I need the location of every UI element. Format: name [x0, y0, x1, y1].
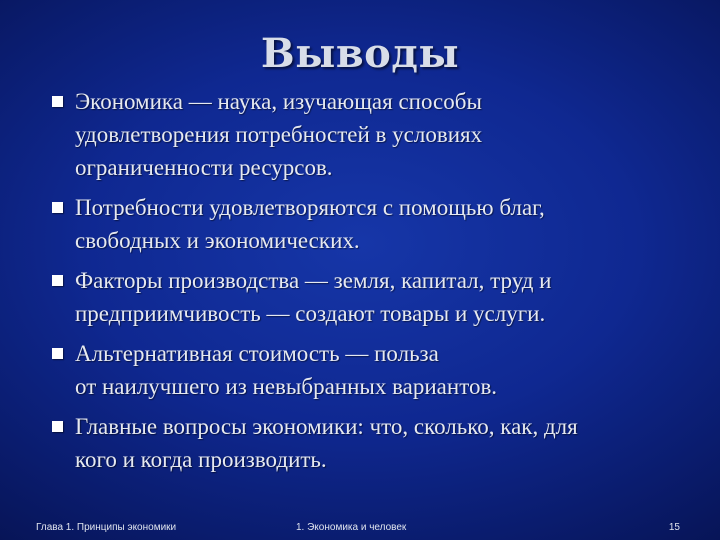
square-bullet-icon	[52, 202, 63, 213]
square-bullet-icon	[52, 275, 63, 286]
bullet-item	[50, 191, 690, 257]
bullet-list	[50, 85, 690, 483]
square-bullet-icon	[52, 421, 63, 432]
footer-chapter: Глава 1. Принципы экономики	[36, 522, 177, 533]
square-bullet-icon	[52, 348, 63, 359]
bullet-item	[50, 85, 690, 184]
bullet-line: предприимчивость — создают товары и услуги.	[75, 301, 546, 326]
bullet-item	[50, 264, 690, 330]
bullet-line: удовлетворения потребностей в условиях	[75, 122, 483, 147]
bullet-line: кого и когда производить.	[75, 447, 327, 472]
bullet-line: Факторы производства — земля, капитал, труд и	[75, 268, 552, 293]
bullet-line: Потребности удовлетворяются с помощью благ,	[75, 195, 545, 220]
page-number: 15	[668, 522, 680, 533]
footer-section: 1. Экономика и человек	[296, 522, 407, 533]
bullet-line: Экономика — наука, изучающая способы	[75, 89, 482, 114]
bullet-item	[50, 337, 690, 403]
bullet-line: ограниченности ресурсов.	[75, 155, 333, 180]
bullet-line: Альтернативная стоимость — польза	[75, 341, 439, 366]
square-bullet-icon	[52, 96, 63, 107]
bullet-line: от наилучшего из невыбранных вариантов.	[75, 374, 498, 399]
bullet-line: свободных и экономических.	[75, 228, 360, 253]
bullet-line: Главные вопросы экономики: что, сколько, как, для	[75, 414, 578, 439]
slide-title: Выводы	[260, 30, 460, 77]
bullet-item	[50, 410, 690, 476]
